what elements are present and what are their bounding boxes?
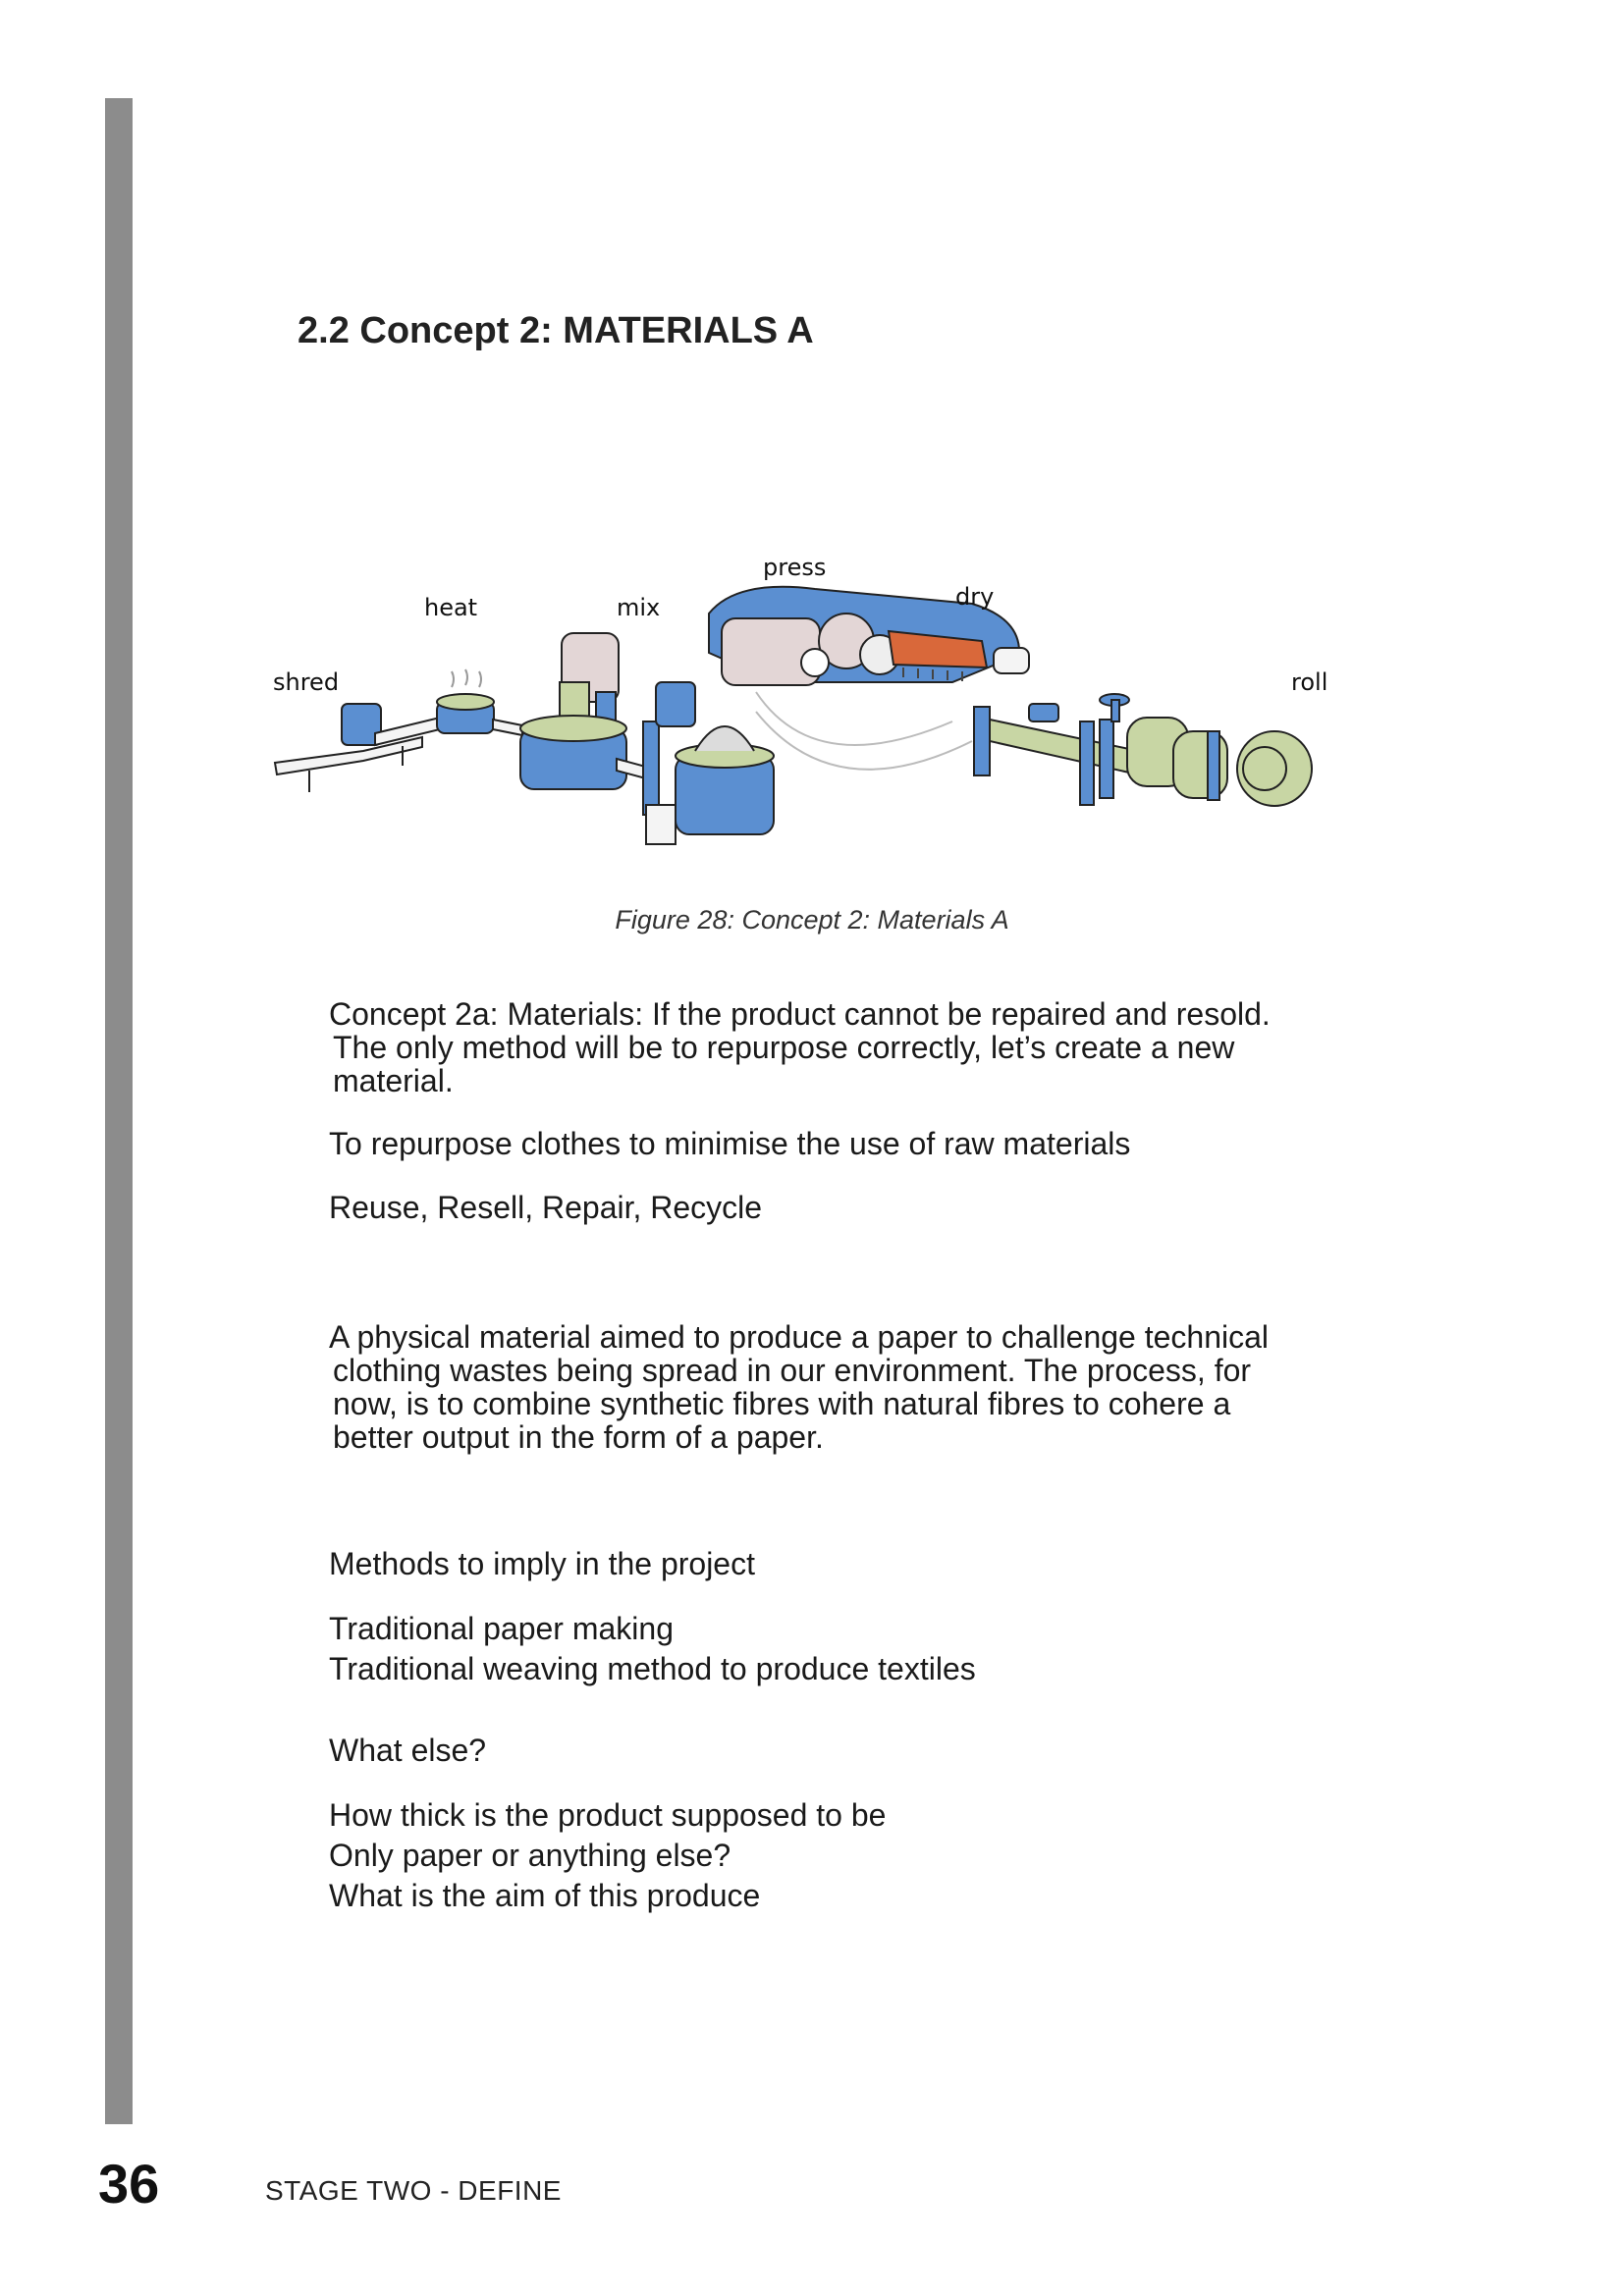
label-mix: mix xyxy=(617,594,661,621)
heat-pot xyxy=(437,669,494,733)
question-thickness: How thick is the product supposed to be xyxy=(329,1797,887,1833)
what-else-line: What else? xyxy=(329,1733,487,1768)
paragraph-1-line-2: The only method will be to repurpose correctly, let’s create a new xyxy=(333,1030,1235,1065)
question-aim: What is the aim of this produce xyxy=(329,1878,761,1913)
four-r-line: Reuse, Resell, Repair, Recycle xyxy=(329,1190,763,1225)
label-press: press xyxy=(763,554,827,581)
figure-caption: Figure 28: Concept 2: Materials A xyxy=(615,905,1009,934)
label-shred: shred xyxy=(273,668,340,696)
paragraph-2-line-2: clothing wastes being spread in our environment. The process, for xyxy=(333,1353,1252,1388)
section-heading: 2.2 Concept 2: MATERIALS A xyxy=(298,310,814,351)
roll-section xyxy=(974,694,1312,806)
page-side-bar xyxy=(105,98,133,2124)
pulp-vat xyxy=(643,682,774,844)
repurpose-line: To repurpose clothes to minimise the use of raw materials xyxy=(329,1126,1131,1161)
page-number: 36 xyxy=(98,2153,160,2215)
paragraph-2-line-3: now, is to combine synthetic fibres with natural fibres to cohere a xyxy=(333,1386,1231,1421)
label-heat: heat xyxy=(424,594,478,621)
footer-section-label: STAGE TWO - DEFINE xyxy=(265,2175,562,2206)
question-paper-only: Only paper or anything else? xyxy=(329,1838,731,1873)
methods-heading: Methods to imply in the project xyxy=(329,1546,755,1581)
paragraph-1-line-3: material. xyxy=(333,1063,454,1098)
label-roll: roll xyxy=(1291,668,1328,696)
paragraph-1-line-1: Concept 2a: Materials: If the product cannot be repaired and resold. xyxy=(329,996,1271,1032)
label-dry: dry xyxy=(955,583,995,611)
mix-unit xyxy=(520,633,653,789)
press-unit xyxy=(709,587,1019,770)
method-weaving: Traditional weaving method to produce textiles xyxy=(329,1651,976,1686)
process-diagram xyxy=(265,545,1394,883)
paragraph-2-line-1: A physical material aimed to produce a paper to challenge technical xyxy=(329,1319,1270,1355)
method-paper-making: Traditional paper making xyxy=(329,1611,674,1646)
paragraph-2-line-4: better output in the form of a paper. xyxy=(333,1419,824,1455)
